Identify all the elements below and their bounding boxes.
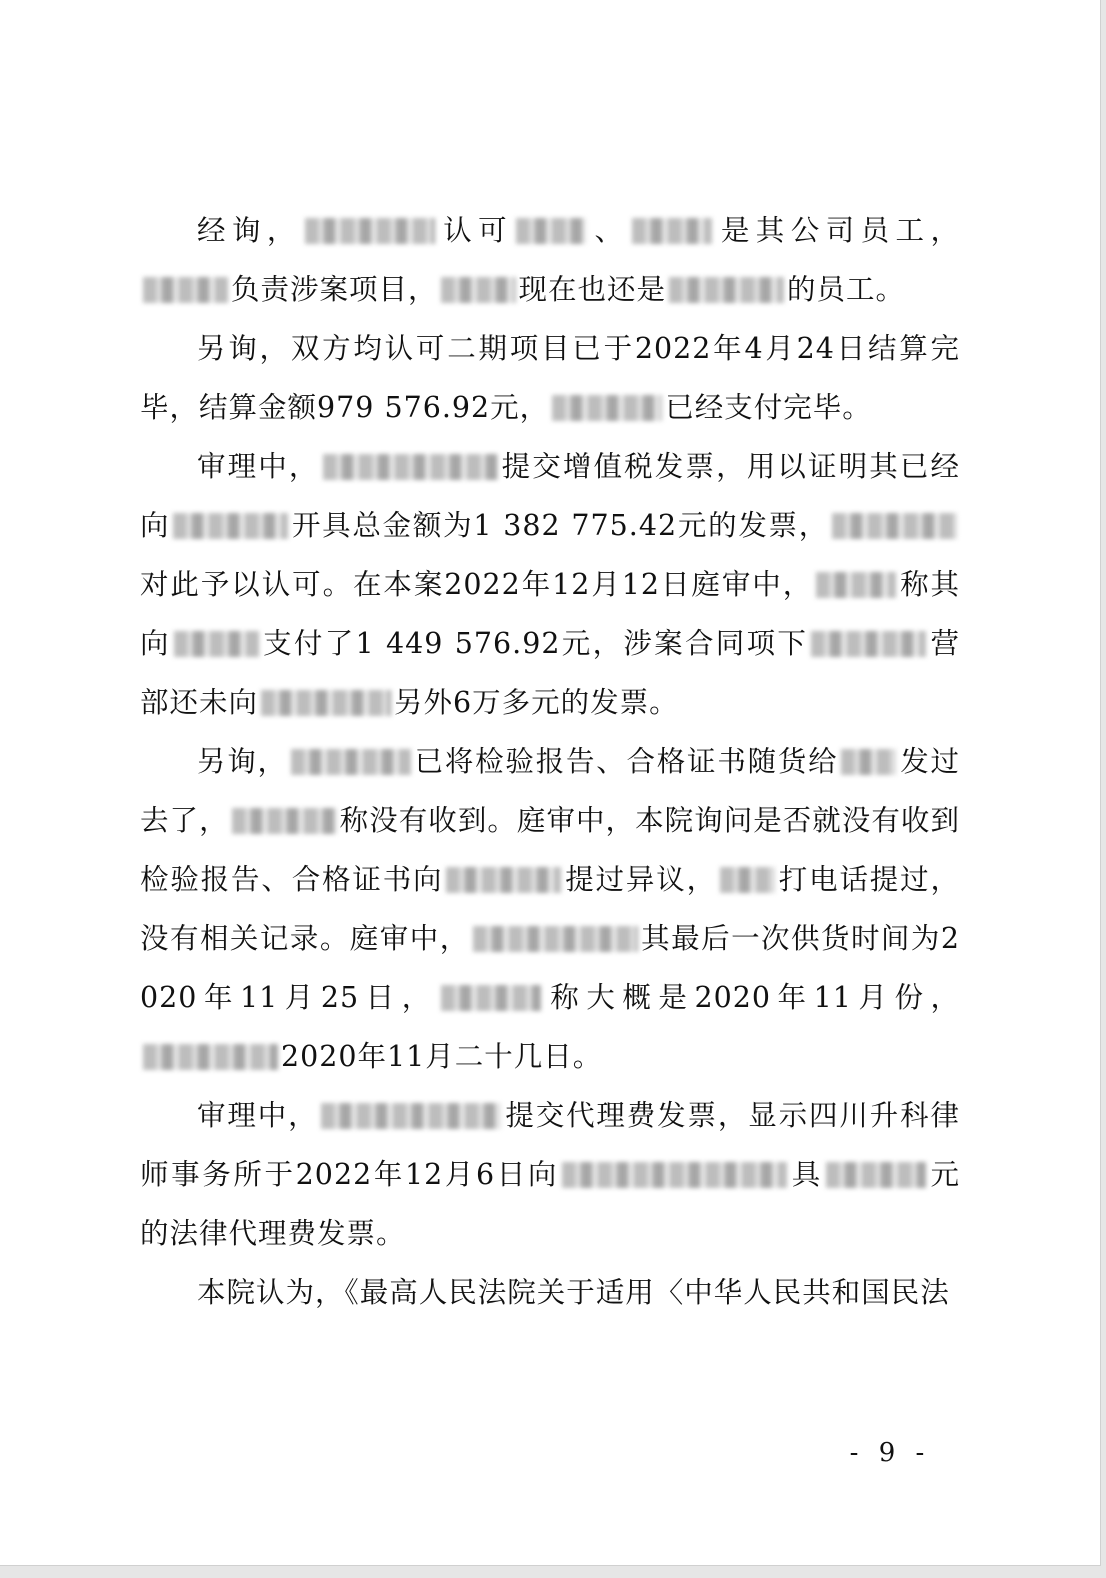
redacted-text <box>720 867 775 893</box>
redacted-text <box>669 277 784 303</box>
redacted-text <box>173 513 288 539</box>
redacted-text <box>143 277 228 303</box>
text-segment: 提交增值税发票，用以证明其已经向 <box>140 450 960 542</box>
redacted-text <box>816 572 896 598</box>
redacted-text <box>441 277 516 303</box>
redacted-text <box>826 1162 926 1188</box>
redacted-text <box>446 867 561 893</box>
text-segment: 是其公司员工， <box>715 214 960 247</box>
redacted-text <box>516 218 586 244</box>
paragraph <box>140 732 960 1086</box>
text-segment: 提交代理费发票，显示四川升科律师事务所于2022年12月6日向 <box>140 1099 960 1191</box>
paragraph <box>140 1263 960 1322</box>
paragraph <box>140 1086 960 1263</box>
redacted-text <box>841 749 896 775</box>
text-segment: 具 <box>790 1158 823 1191</box>
text-segment: 元的法律代理费发票。 <box>140 1158 960 1250</box>
text-segment: 另外6万多元的发票。 <box>394 686 679 719</box>
text-segment: 已将检验报告、合格证书随货给 <box>413 745 839 778</box>
redacted-text <box>441 985 541 1011</box>
redacted-text <box>552 395 662 421</box>
redacted-text <box>143 1044 278 1070</box>
text-segment: 已经支付完毕。 <box>665 391 872 424</box>
text-segment: 营部还未向 <box>140 627 960 719</box>
redacted-text <box>562 1162 787 1188</box>
redacted-text <box>174 631 259 657</box>
paragraph <box>140 319 960 437</box>
text-segment: 称大概是2020年11月份， <box>543 981 960 1014</box>
text-segment: 负责涉案项目， <box>231 273 438 306</box>
redacted-text <box>305 218 435 244</box>
text-segment: 对此予以认可。在本案2022年12月12日庭审中， <box>140 568 814 601</box>
redacted-text <box>323 454 498 480</box>
text-segment: 2020年11月二十几日。 <box>281 1040 603 1073</box>
text-segment: 审理中， <box>197 1099 319 1132</box>
redacted-text <box>321 1103 501 1129</box>
redacted-text <box>261 690 391 716</box>
text-segment: 认可 <box>437 214 514 247</box>
page-number: - 9 - <box>849 1438 931 1468</box>
text-segment: 审理中， <box>197 450 320 483</box>
text-segment: 称其向 <box>140 568 960 660</box>
text-segment: 的员工。 <box>787 273 906 306</box>
redacted-text <box>811 631 926 657</box>
text-segment: 另询， <box>197 745 288 778</box>
redacted-text <box>473 926 638 952</box>
text-segment: 称没有收到。庭审中，本院询问是否就没有收到检验报告、合格证书向 <box>140 804 960 896</box>
redacted-text <box>632 218 712 244</box>
paragraph <box>140 437 960 732</box>
text-segment: 开具总金额为1 382 775.42元的发票， <box>291 509 829 542</box>
text-segment: 支付了1 449 576.92元，涉案合同项下 <box>261 627 809 660</box>
text-segment: 打电话提过，没有相关记录。庭审中， <box>140 863 960 955</box>
text-segment: 经询， <box>197 214 302 247</box>
text-segment: 本院认为，《最高人民法院关于适用〈中华人民共和国民法 <box>197 1276 950 1309</box>
text-segment: 、 <box>589 214 630 247</box>
text-segment: 提过异议， <box>564 863 717 896</box>
redacted-text <box>291 749 411 775</box>
redacted-text <box>232 808 337 834</box>
text-segment: 现在也还是 <box>518 273 667 306</box>
document-body <box>140 201 960 1322</box>
text-segment: 其最后一次供货时间为2020年11月25日， <box>140 922 960 1014</box>
paragraph <box>140 201 960 319</box>
text-segment: 另询，双方均认可二期项目已于2022年4月24日结算完毕，结算金额979 576.92元， <box>140 332 960 424</box>
redacted-text <box>832 513 957 539</box>
text-segment: 发过去了， <box>140 745 960 837</box>
